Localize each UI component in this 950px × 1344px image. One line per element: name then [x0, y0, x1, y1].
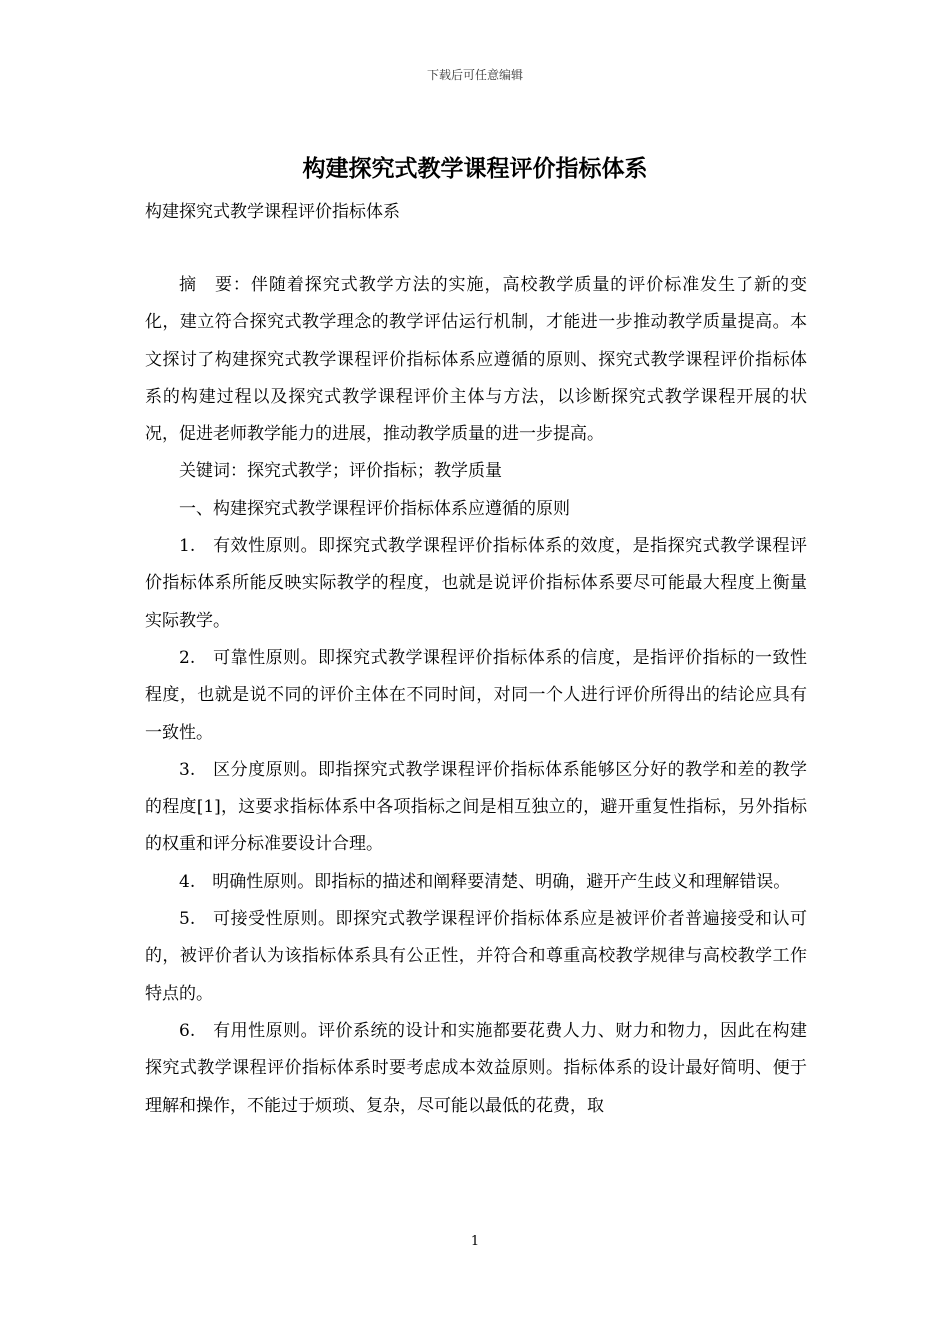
- principle-paragraph-3: 3. 区分度原则。即指探究式教学课程评价指标体系能够区分好的教学和差的教学的程度[1]，这要求指标体系中各项指标之间是相互独立的，避开重复性指标，另外指标的权重和评分标准要设计合理。: [145, 759, 807, 855]
- page-number: 1: [470, 1234, 480, 1249]
- principle-paragraph-6: 6. 有用性原则。评价系统的设计和实施都要花费人力、财力和物力，因此在构建探究式教学课程评价指标体系时要考虑成本效益原则。指标体系的设计最好简明、便于理解和操作，不能过于烦琐、复杂，尽可能以最低的花费，取: [145, 1020, 807, 1116]
- principle-paragraph-5: 5. 可接受性原则。即探究式教学课程评价指标体系应是被评价者普遍接受和认可的，被评价者认为该指标体系具有公正性，并符合和尊重高校教学规律与高校教学工作特点的。: [145, 909, 807, 1004]
- page-header-note: 下载后可任意编辑: [426, 68, 523, 82]
- principle-paragraph-1: 1. 有效性原则。即探究式教学课程评价指标体系的效度，是指探究式教学课程评价指标体系所能反映实际教学的程度，也就是说评价指标体系要尽可能最大程度上衡量实际教学。: [145, 536, 807, 631]
- document-subtitle: 构建探究式教学课程评价指标体系: [145, 202, 400, 222]
- principle-paragraph-2: 2. 可靠性原则。即探究式教学课程评价指标体系的信度，是指评价指标的一致性程度，也就是说不同的评价主体在不同时间，对同一个人进行评价所得出的结论应具有一致性。: [145, 647, 807, 743]
- keywords-paragraph: 关键词：探究式教学；评价指标；教学质量: [179, 461, 502, 482]
- document-title: 构建探究式教学课程评价指标体系: [302, 155, 648, 182]
- section-heading: 一、构建探究式教学课程评价指标体系应遵循的原则: [179, 498, 570, 519]
- abstract-paragraph: 摘 要：伴随着探究式教学方法的实施，高校教学质量的评价标准发生了新的变化，建立符合探究式教学理念的教学评估运行机制，才能进一步推动教学质量提高。本文探讨了构建探究式教学课程评价指标体系应遵循的原则、探究式教学课程评价指标体系的构建过程以及探究式教学课程评价主体与方法，以诊断探究式教学课程开展的状况，促进老师教学能力的进展，推动教学质量的进一步提高。: [145, 275, 807, 445]
- document-body: [145, 267, 807, 1125]
- principle-paragraph-4: 4. 明确性原则。即指标的描述和阐释要清楚、明确，避开产生歧义和理解错误。: [179, 871, 791, 892]
